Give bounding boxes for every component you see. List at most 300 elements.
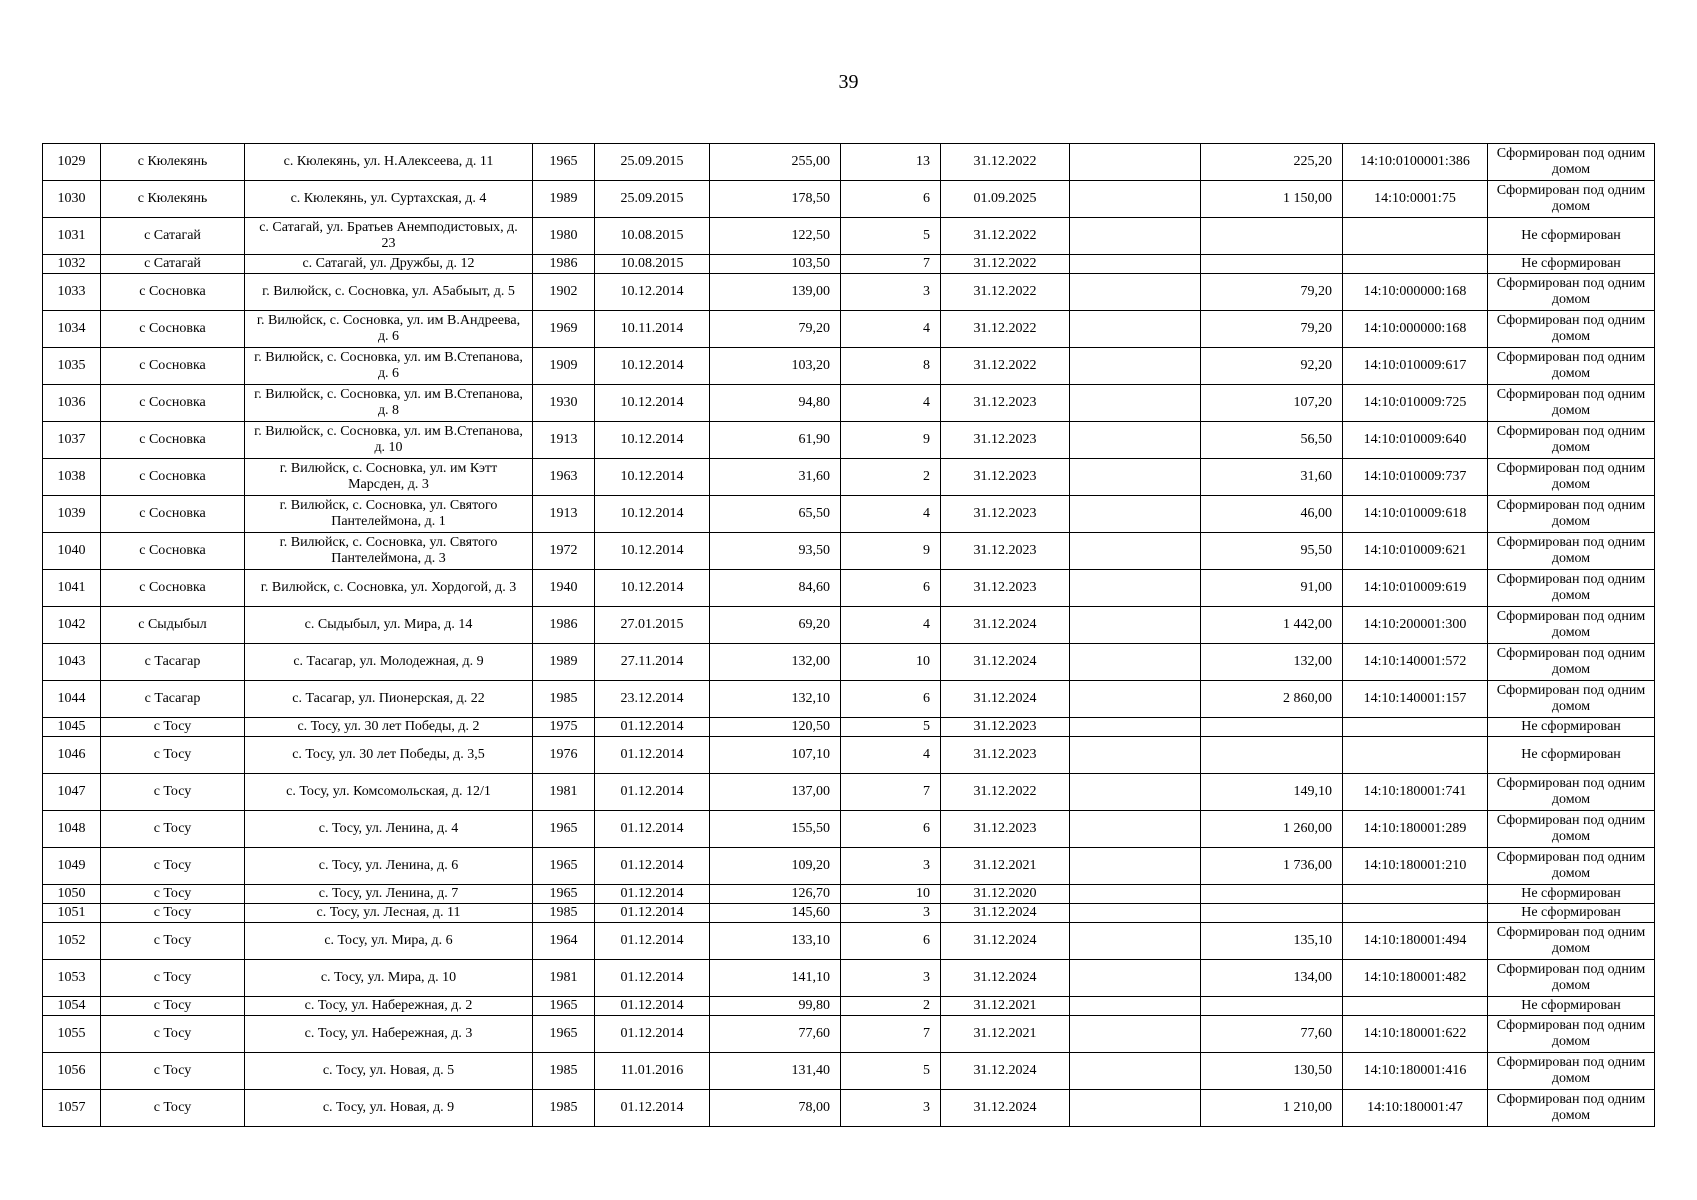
row-number-cell: 1038: [43, 459, 101, 496]
row-number-cell: 1032: [43, 255, 101, 274]
table-row: [43, 274, 1655, 311]
residents-cell: 3: [841, 960, 941, 997]
deadline-date-cell: 31.12.2022: [941, 774, 1070, 811]
land-area-cell: [1201, 255, 1343, 274]
table-row: [43, 422, 1655, 459]
land-status-cell: Не сформирован: [1488, 885, 1655, 904]
year-built-cell: 1975: [533, 718, 595, 737]
area-cell: 69,20: [710, 607, 841, 644]
residents-cell: 13: [841, 144, 941, 181]
date-cell: 11.01.2016: [595, 1053, 710, 1090]
deadline-date-cell: 31.12.2021: [941, 848, 1070, 885]
land-status-cell: Сформирован под одним домом: [1488, 1053, 1655, 1090]
address-cell: г. Вилюйск, с. Сосновка, ул. им В.Андреева, д. 6: [245, 311, 533, 348]
deadline-date-cell: 01.09.2025: [941, 181, 1070, 218]
address-cell: с. Кюлекянь, ул. Суртахская, д. 4: [245, 181, 533, 218]
date-cell: 01.12.2014: [595, 737, 710, 774]
land-status-cell: Сформирован под одним домом: [1488, 681, 1655, 718]
year-built-cell: 1985: [533, 681, 595, 718]
year-built-cell: 1985: [533, 904, 595, 923]
table-row: [43, 923, 1655, 960]
land-area-cell: 56,50: [1201, 422, 1343, 459]
land-area-cell: 2 860,00: [1201, 681, 1343, 718]
date-cell: 10.08.2015: [595, 255, 710, 274]
date-cell: 27.11.2014: [595, 644, 710, 681]
residents-cell: 4: [841, 496, 941, 533]
residents-cell: 5: [841, 718, 941, 737]
blank-cell: [1070, 181, 1201, 218]
date-cell: 27.01.2015: [595, 607, 710, 644]
row-number-cell: 1037: [43, 422, 101, 459]
table-row: [43, 997, 1655, 1016]
year-built-cell: 1985: [533, 1090, 595, 1127]
deadline-date-cell: 31.12.2020: [941, 885, 1070, 904]
row-number-cell: 1052: [43, 923, 101, 960]
land-status-cell: Не сформирован: [1488, 997, 1655, 1016]
cadastral-number-cell: 14:10:180001:741: [1343, 774, 1488, 811]
residents-cell: 5: [841, 218, 941, 255]
address-cell: с. Тосу, ул. Набережная, д. 2: [245, 997, 533, 1016]
deadline-date-cell: 31.12.2024: [941, 644, 1070, 681]
year-built-cell: 1909: [533, 348, 595, 385]
year-built-cell: 1965: [533, 997, 595, 1016]
settlement-cell: с Сосновка: [101, 459, 245, 496]
table-row: [43, 570, 1655, 607]
date-cell: 01.12.2014: [595, 1016, 710, 1053]
year-built-cell: 1913: [533, 496, 595, 533]
land-status-cell: Сформирован под одним домом: [1488, 923, 1655, 960]
row-number-cell: 1044: [43, 681, 101, 718]
table-row: [43, 459, 1655, 496]
blank-cell: [1070, 904, 1201, 923]
land-status-cell: Не сформирован: [1488, 718, 1655, 737]
table-row: [43, 1090, 1655, 1127]
blank-cell: [1070, 811, 1201, 848]
residents-cell: 3: [841, 904, 941, 923]
year-built-cell: 1902: [533, 274, 595, 311]
land-status-cell: Сформирован под одним домом: [1488, 181, 1655, 218]
table-row: [43, 607, 1655, 644]
date-cell: 10.12.2014: [595, 533, 710, 570]
year-built-cell: 1963: [533, 459, 595, 496]
cadastral-number-cell: [1343, 737, 1488, 774]
cadastral-number-cell: 14:10:200001:300: [1343, 607, 1488, 644]
deadline-date-cell: 31.12.2024: [941, 923, 1070, 960]
date-cell: 23.12.2014: [595, 681, 710, 718]
address-cell: г. Вилюйск, с. Сосновка, ул. Хордогой, д. 3: [245, 570, 533, 607]
deadline-date-cell: 31.12.2024: [941, 904, 1070, 923]
cadastral-number-cell: 14:10:180001:289: [1343, 811, 1488, 848]
land-status-cell: Сформирован под одним домом: [1488, 496, 1655, 533]
row-number-cell: 1048: [43, 811, 101, 848]
date-cell: 01.12.2014: [595, 923, 710, 960]
address-cell: с. Тосу, ул. Ленина, д. 6: [245, 848, 533, 885]
date-cell: 01.12.2014: [595, 811, 710, 848]
cadastral-number-cell: 14:10:0100001:386: [1343, 144, 1488, 181]
land-status-cell: Сформирован под одним домом: [1488, 960, 1655, 997]
address-cell: г. Вилюйск, с. Сосновка, ул. им Кэтт Марсден, д. 3: [245, 459, 533, 496]
area-cell: 133,10: [710, 923, 841, 960]
table-row: [43, 681, 1655, 718]
page-number: 39: [838, 71, 859, 93]
land-status-cell: Сформирован под одним домом: [1488, 774, 1655, 811]
table-row: [43, 774, 1655, 811]
land-area-cell: [1201, 885, 1343, 904]
row-number-cell: 1055: [43, 1016, 101, 1053]
residents-cell: 7: [841, 774, 941, 811]
table-row: [43, 144, 1655, 181]
land-area-cell: 1 736,00: [1201, 848, 1343, 885]
settlement-cell: с Сатагай: [101, 218, 245, 255]
deadline-date-cell: 31.12.2023: [941, 496, 1070, 533]
table-body: [43, 144, 1655, 1127]
address-cell: с. Тосу, ул. Ленина, д. 4: [245, 811, 533, 848]
table-row: [43, 1016, 1655, 1053]
deadline-date-cell: 31.12.2021: [941, 997, 1070, 1016]
cadastral-number-cell: 14:10:010009:617: [1343, 348, 1488, 385]
blank-cell: [1070, 607, 1201, 644]
blank-cell: [1070, 496, 1201, 533]
deadline-date-cell: 31.12.2022: [941, 218, 1070, 255]
land-status-cell: Сформирован под одним домом: [1488, 644, 1655, 681]
land-area-cell: [1201, 718, 1343, 737]
address-cell: с. Кюлекянь, ул. Н.Алексеева, д. 11: [245, 144, 533, 181]
area-cell: 61,90: [710, 422, 841, 459]
table-row: [43, 181, 1655, 218]
land-status-cell: Сформирован под одним домом: [1488, 459, 1655, 496]
address-cell: г. Вилюйск, с. Сосновка, ул. им В.Степанова, д. 10: [245, 422, 533, 459]
deadline-date-cell: 31.12.2022: [941, 348, 1070, 385]
area-cell: 131,40: [710, 1053, 841, 1090]
year-built-cell: 1986: [533, 255, 595, 274]
area-cell: 79,20: [710, 311, 841, 348]
date-cell: 10.12.2014: [595, 496, 710, 533]
table-row: [43, 385, 1655, 422]
deadline-date-cell: 31.12.2022: [941, 274, 1070, 311]
year-built-cell: 1965: [533, 1016, 595, 1053]
blank-cell: [1070, 144, 1201, 181]
cadastral-number-cell: 14:10:010009:619: [1343, 570, 1488, 607]
settlement-cell: с Сатагай: [101, 255, 245, 274]
date-cell: 10.12.2014: [595, 385, 710, 422]
area-cell: 255,00: [710, 144, 841, 181]
area-cell: 139,00: [710, 274, 841, 311]
area-cell: 103,50: [710, 255, 841, 274]
table-row: [43, 811, 1655, 848]
row-number-cell: 1046: [43, 737, 101, 774]
row-number-cell: 1043: [43, 644, 101, 681]
area-cell: 122,50: [710, 218, 841, 255]
cadastral-number-cell: [1343, 997, 1488, 1016]
residents-cell: 4: [841, 737, 941, 774]
area-cell: 99,80: [710, 997, 841, 1016]
blank-cell: [1070, 885, 1201, 904]
address-cell: с. Тосу, ул. Комсомольская, д. 12/1: [245, 774, 533, 811]
land-area-cell: 79,20: [1201, 311, 1343, 348]
settlement-cell: с Тосу: [101, 885, 245, 904]
row-number-cell: 1035: [43, 348, 101, 385]
deadline-date-cell: 31.12.2023: [941, 718, 1070, 737]
settlement-cell: с Кюлекянь: [101, 181, 245, 218]
land-status-cell: Не сформирован: [1488, 904, 1655, 923]
date-cell: 10.12.2014: [595, 570, 710, 607]
land-status-cell: Сформирован под одним домом: [1488, 274, 1655, 311]
row-number-cell: 1054: [43, 997, 101, 1016]
cadastral-number-cell: [1343, 218, 1488, 255]
area-cell: 178,50: [710, 181, 841, 218]
land-status-cell: Сформирован под одним домом: [1488, 385, 1655, 422]
residents-cell: 2: [841, 459, 941, 496]
housing-registry-table: [42, 143, 1655, 1127]
area-cell: 84,60: [710, 570, 841, 607]
settlement-cell: с Сосновка: [101, 311, 245, 348]
cadastral-number-cell: 14:10:180001:494: [1343, 923, 1488, 960]
area-cell: 141,10: [710, 960, 841, 997]
residents-cell: 2: [841, 997, 941, 1016]
deadline-date-cell: 31.12.2024: [941, 960, 1070, 997]
land-area-cell: [1201, 997, 1343, 1016]
settlement-cell: с Сосновка: [101, 570, 245, 607]
residents-cell: 7: [841, 1016, 941, 1053]
area-cell: 126,70: [710, 885, 841, 904]
date-cell: 01.12.2014: [595, 885, 710, 904]
area-cell: 107,10: [710, 737, 841, 774]
row-number-cell: 1057: [43, 1090, 101, 1127]
residents-cell: 8: [841, 348, 941, 385]
date-cell: 10.08.2015: [595, 218, 710, 255]
year-built-cell: 1965: [533, 144, 595, 181]
settlement-cell: с Тосу: [101, 1016, 245, 1053]
area-cell: 132,10: [710, 681, 841, 718]
cadastral-number-cell: [1343, 255, 1488, 274]
blank-cell: [1070, 774, 1201, 811]
cadastral-number-cell: 14:10:180001:416: [1343, 1053, 1488, 1090]
year-built-cell: 1969: [533, 311, 595, 348]
date-cell: 25.09.2015: [595, 181, 710, 218]
cadastral-number-cell: 14:10:180001:622: [1343, 1016, 1488, 1053]
year-built-cell: 1989: [533, 181, 595, 218]
settlement-cell: с Тасагар: [101, 644, 245, 681]
cadastral-number-cell: 14:10:000000:168: [1343, 311, 1488, 348]
land-status-cell: Сформирован под одним домом: [1488, 348, 1655, 385]
blank-cell: [1070, 923, 1201, 960]
date-cell: 10.12.2014: [595, 274, 710, 311]
blank-cell: [1070, 385, 1201, 422]
settlement-cell: с Тосу: [101, 1053, 245, 1090]
address-cell: с. Тасагар, ул. Молодежная, д. 9: [245, 644, 533, 681]
date-cell: 10.11.2014: [595, 311, 710, 348]
row-number-cell: 1039: [43, 496, 101, 533]
address-cell: с. Тосу, ул. Набережная, д. 3: [245, 1016, 533, 1053]
year-built-cell: 1965: [533, 848, 595, 885]
area-cell: 103,20: [710, 348, 841, 385]
table-row: [43, 737, 1655, 774]
land-area-cell: 225,20: [1201, 144, 1343, 181]
year-built-cell: 1986: [533, 607, 595, 644]
area-cell: 109,20: [710, 848, 841, 885]
cadastral-number-cell: 14:10:010009:725: [1343, 385, 1488, 422]
table-row: [43, 218, 1655, 255]
year-built-cell: 1964: [533, 923, 595, 960]
land-area-cell: 91,00: [1201, 570, 1343, 607]
land-status-cell: Сформирован под одним домом: [1488, 311, 1655, 348]
blank-cell: [1070, 274, 1201, 311]
settlement-cell: с Тосу: [101, 774, 245, 811]
residents-cell: 5: [841, 1053, 941, 1090]
land-status-cell: Сформирован под одним домом: [1488, 144, 1655, 181]
cadastral-number-cell: 14:10:180001:482: [1343, 960, 1488, 997]
address-cell: г. Вилюйск, с. Сосновка, ул. им В.Степанова, д. 8: [245, 385, 533, 422]
row-number-cell: 1056: [43, 1053, 101, 1090]
address-cell: с. Тасагар, ул. Пионерская, д. 22: [245, 681, 533, 718]
residents-cell: 3: [841, 848, 941, 885]
year-built-cell: 1976: [533, 737, 595, 774]
blank-cell: [1070, 570, 1201, 607]
land-area-cell: 31,60: [1201, 459, 1343, 496]
address-cell: с. Сатагай, ул. Братьев Анемподистовых, д. 23: [245, 218, 533, 255]
cadastral-number-cell: 14:10:140001:572: [1343, 644, 1488, 681]
blank-cell: [1070, 1016, 1201, 1053]
residents-cell: 4: [841, 607, 941, 644]
residents-cell: 9: [841, 533, 941, 570]
row-number-cell: 1041: [43, 570, 101, 607]
area-cell: 93,50: [710, 533, 841, 570]
residents-cell: 6: [841, 923, 941, 960]
land-area-cell: 1 442,00: [1201, 607, 1343, 644]
cadastral-number-cell: 14:10:010009:618: [1343, 496, 1488, 533]
settlement-cell: с Тосу: [101, 997, 245, 1016]
area-cell: 145,60: [710, 904, 841, 923]
year-built-cell: 1989: [533, 644, 595, 681]
settlement-cell: с Сосновка: [101, 496, 245, 533]
blank-cell: [1070, 644, 1201, 681]
date-cell: 25.09.2015: [595, 144, 710, 181]
blank-cell: [1070, 218, 1201, 255]
residents-cell: 4: [841, 385, 941, 422]
residents-cell: 4: [841, 311, 941, 348]
deadline-date-cell: 31.12.2023: [941, 737, 1070, 774]
cadastral-number-cell: [1343, 885, 1488, 904]
area-cell: 155,50: [710, 811, 841, 848]
cadastral-number-cell: 14:10:180001:47: [1343, 1090, 1488, 1127]
table-row: [43, 255, 1655, 274]
date-cell: 10.12.2014: [595, 422, 710, 459]
year-built-cell: 1972: [533, 533, 595, 570]
cadastral-number-cell: 14:10:180001:210: [1343, 848, 1488, 885]
deadline-date-cell: 31.12.2021: [941, 1016, 1070, 1053]
address-cell: с. Тосу, ул. Мира, д. 10: [245, 960, 533, 997]
area-cell: 77,60: [710, 1016, 841, 1053]
land-status-cell: Сформирован под одним домом: [1488, 607, 1655, 644]
blank-cell: [1070, 255, 1201, 274]
row-number-cell: 1036: [43, 385, 101, 422]
year-built-cell: 1980: [533, 218, 595, 255]
land-status-cell: Сформирован под одним домом: [1488, 848, 1655, 885]
address-cell: с. Тосу, ул. Мира, д. 6: [245, 923, 533, 960]
land-area-cell: [1201, 904, 1343, 923]
area-cell: 132,00: [710, 644, 841, 681]
settlement-cell: с Сосновка: [101, 422, 245, 459]
area-cell: 65,50: [710, 496, 841, 533]
area-cell: 137,00: [710, 774, 841, 811]
blank-cell: [1070, 848, 1201, 885]
land-status-cell: Сформирован под одним домом: [1488, 811, 1655, 848]
table-row: [43, 533, 1655, 570]
deadline-date-cell: 31.12.2024: [941, 607, 1070, 644]
row-number-cell: 1045: [43, 718, 101, 737]
year-built-cell: 1985: [533, 1053, 595, 1090]
blank-cell: [1070, 681, 1201, 718]
address-cell: с. Тосу, ул. 30 лет Победы, д. 2: [245, 718, 533, 737]
cadastral-number-cell: 14:10:0001:75: [1343, 181, 1488, 218]
cadastral-number-cell: [1343, 904, 1488, 923]
residents-cell: 6: [841, 681, 941, 718]
cadastral-number-cell: 14:10:000000:168: [1343, 274, 1488, 311]
date-cell: 01.12.2014: [595, 1090, 710, 1127]
land-area-cell: 79,20: [1201, 274, 1343, 311]
address-cell: с. Сыдыбыл, ул. Мира, д. 14: [245, 607, 533, 644]
blank-cell: [1070, 422, 1201, 459]
settlement-cell: с Тасагар: [101, 681, 245, 718]
row-number-cell: 1049: [43, 848, 101, 885]
table-row: [43, 904, 1655, 923]
address-cell: г. Вилюйск, с. Сосновка, ул. им В.Степанова, д. 6: [245, 348, 533, 385]
land-status-cell: Сформирован под одним домом: [1488, 422, 1655, 459]
deadline-date-cell: 31.12.2023: [941, 533, 1070, 570]
row-number-cell: 1031: [43, 218, 101, 255]
land-area-cell: 77,60: [1201, 1016, 1343, 1053]
residents-cell: 9: [841, 422, 941, 459]
year-built-cell: 1965: [533, 885, 595, 904]
table-row: [43, 718, 1655, 737]
blank-cell: [1070, 960, 1201, 997]
land-area-cell: 149,10: [1201, 774, 1343, 811]
deadline-date-cell: 31.12.2024: [941, 681, 1070, 718]
year-built-cell: 1965: [533, 811, 595, 848]
land-status-cell: Не сформирован: [1488, 255, 1655, 274]
date-cell: 01.12.2014: [595, 960, 710, 997]
year-built-cell: 1940: [533, 570, 595, 607]
address-cell: с. Тосу, ул. Новая, д. 5: [245, 1053, 533, 1090]
row-number-cell: 1034: [43, 311, 101, 348]
row-number-cell: 1051: [43, 904, 101, 923]
year-built-cell: 1913: [533, 422, 595, 459]
land-status-cell: Сформирован под одним домом: [1488, 570, 1655, 607]
date-cell: 01.12.2014: [595, 774, 710, 811]
address-cell: с. Тосу, ул. Новая, д. 9: [245, 1090, 533, 1127]
address-cell: г. Вилюйск, с. Сосновка, ул. Святого Пантелеймона, д. 3: [245, 533, 533, 570]
land-status-cell: Не сформирован: [1488, 737, 1655, 774]
deadline-date-cell: 31.12.2022: [941, 311, 1070, 348]
land-status-cell: Сформирован под одним домом: [1488, 1090, 1655, 1127]
address-cell: с. Тосу, ул. Лесная, д. 11: [245, 904, 533, 923]
residents-cell: 3: [841, 1090, 941, 1127]
settlement-cell: с Кюлекянь: [101, 144, 245, 181]
settlement-cell: с Тосу: [101, 848, 245, 885]
deadline-date-cell: 31.12.2023: [941, 570, 1070, 607]
table-row: [43, 348, 1655, 385]
settlement-cell: с Сосновка: [101, 348, 245, 385]
residents-cell: 3: [841, 274, 941, 311]
cadastral-number-cell: [1343, 718, 1488, 737]
cadastral-number-cell: 14:10:140001:157: [1343, 681, 1488, 718]
deadline-date-cell: 31.12.2024: [941, 1053, 1070, 1090]
address-cell: г. Вилюйск, с. Сосновка, ул. Святого Пантелеймона, д. 1: [245, 496, 533, 533]
table-row: [43, 1053, 1655, 1090]
blank-cell: [1070, 1053, 1201, 1090]
table-row: [43, 848, 1655, 885]
cadastral-number-cell: 14:10:010009:737: [1343, 459, 1488, 496]
